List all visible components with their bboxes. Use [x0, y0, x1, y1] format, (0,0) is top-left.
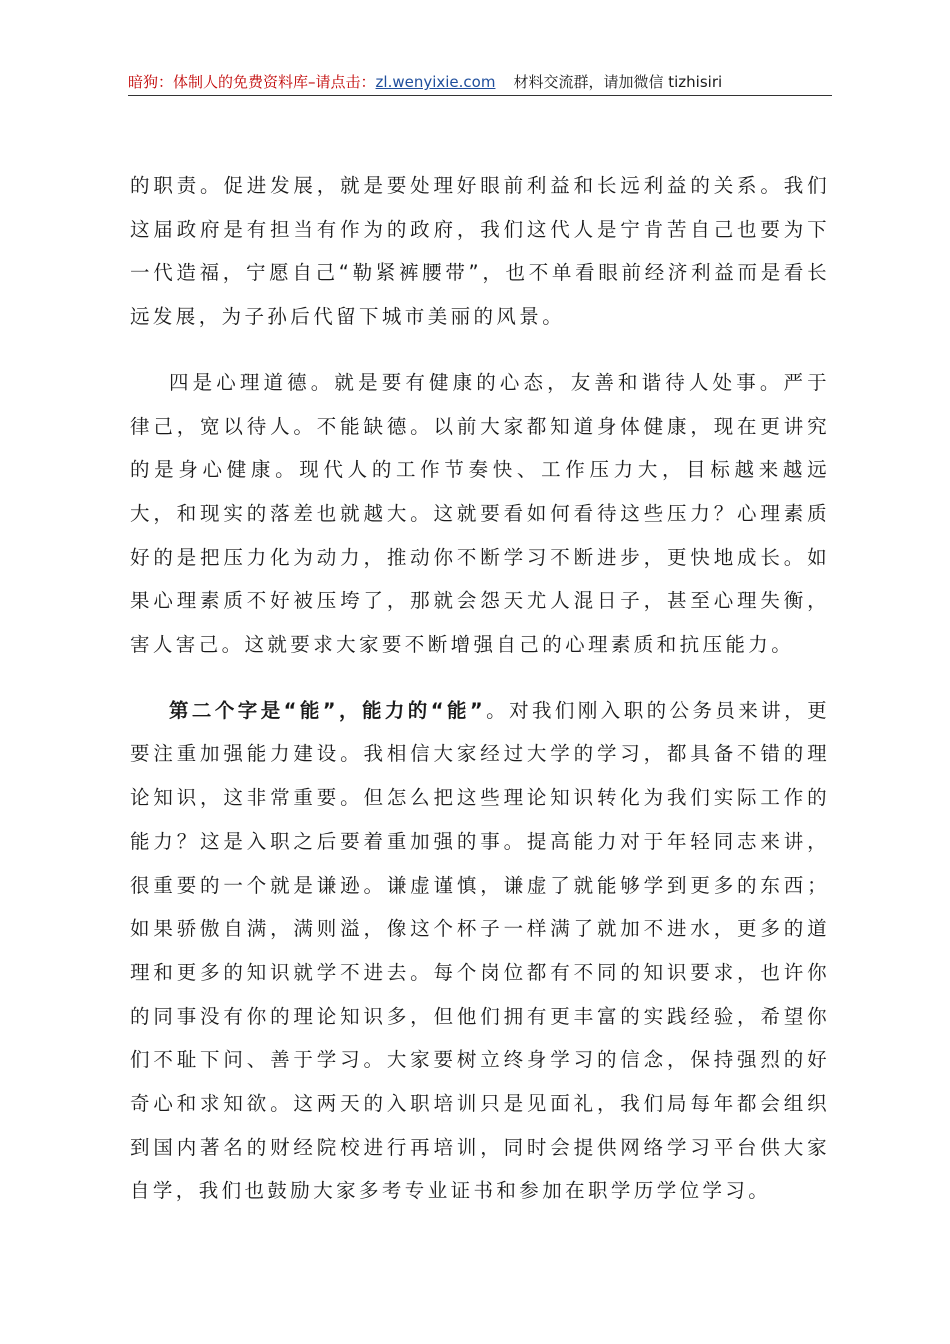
paragraph-psychological-morality: 四是心理道德。就是要有健康的心态，友善和谐待人处事。严于律己，宽以待人。不能缺德。以前大家都知道身体健康，现在更讲究的是身心健康。现代人的工作节奏快、工作压力大，目标越来越远大，和现实的落差也就越大。这就要看如何看待这些压力？心理素质好的是把压力化为动力，推动你不断学习不断进步，更快地成长。如果心理素质不好被压垮了，那就会怨天尤人混日子，甚至心理失衡，害人害己。这就要求大家要不断增强自己的心理素质和抗压能力。: [130, 370, 830, 657]
header-wechat-note: 材料交流群，请加微信 tizhisiri: [513, 73, 723, 91]
paragraph-lead-heading: 第二个字是“能”，能力的“能”: [169, 698, 487, 722]
header-prompt: –请点击：: [308, 73, 376, 91]
paragraph-body-text: 。对我们刚入职的公务员来讲，更要注重加强能力建设。我相信大家经过大学的学习，都具备不错的理论知识，这非常重要。但怎么把这些理论知识转化为我们实际工作的能力？这是入职之后要着重加强的事。提高能力对于年轻同志来讲，很重要的一个就是谦逊。谦虚谨慎，谦虚了就能够学到更多的东西；如果骄傲自满，满则溢，像这个杯子一样满了就加不进水，更多的道理和更多的知识就学不进去。每个岗位都有不同的知识要求，也许你的同事没有你的理论知识多，但他们拥有更丰富的实践经验，希望你们不耻下问、善于学习。大家要树立终身学习的信念，保持强烈的好奇心和求知欲。这两天的入职培训只是见面礼，我们局每年都会组织到国内著名的财经院校进行再培训，同时会提供网络学习平台供大家自学，我们也鼓励大家多考专业证书和参加在职学历学位学习。: [130, 698, 830, 1203]
paragraph-second-character-ability: [130, 689, 830, 1213]
document-body: [130, 164, 830, 1213]
header-divider: [128, 95, 832, 96]
header-brand: 暗狗：体制人的免费资料库: [128, 73, 309, 91]
paragraph-continuation: 的职责。促进发展，就是要处理好眼前利益和长远利益的关系。我们这届政府是有担当有作为的政府，我们这代人是宁肯苦自己也要为下一代造福，宁愿自己“勒紧裤腰带”，也不单看眼前经济利益而是看长远发展，为子孙后代留下城市美丽的风景。: [130, 174, 830, 329]
page-header: [128, 72, 832, 94]
header-link[interactable]: zl.wenyixie.com: [375, 73, 496, 91]
